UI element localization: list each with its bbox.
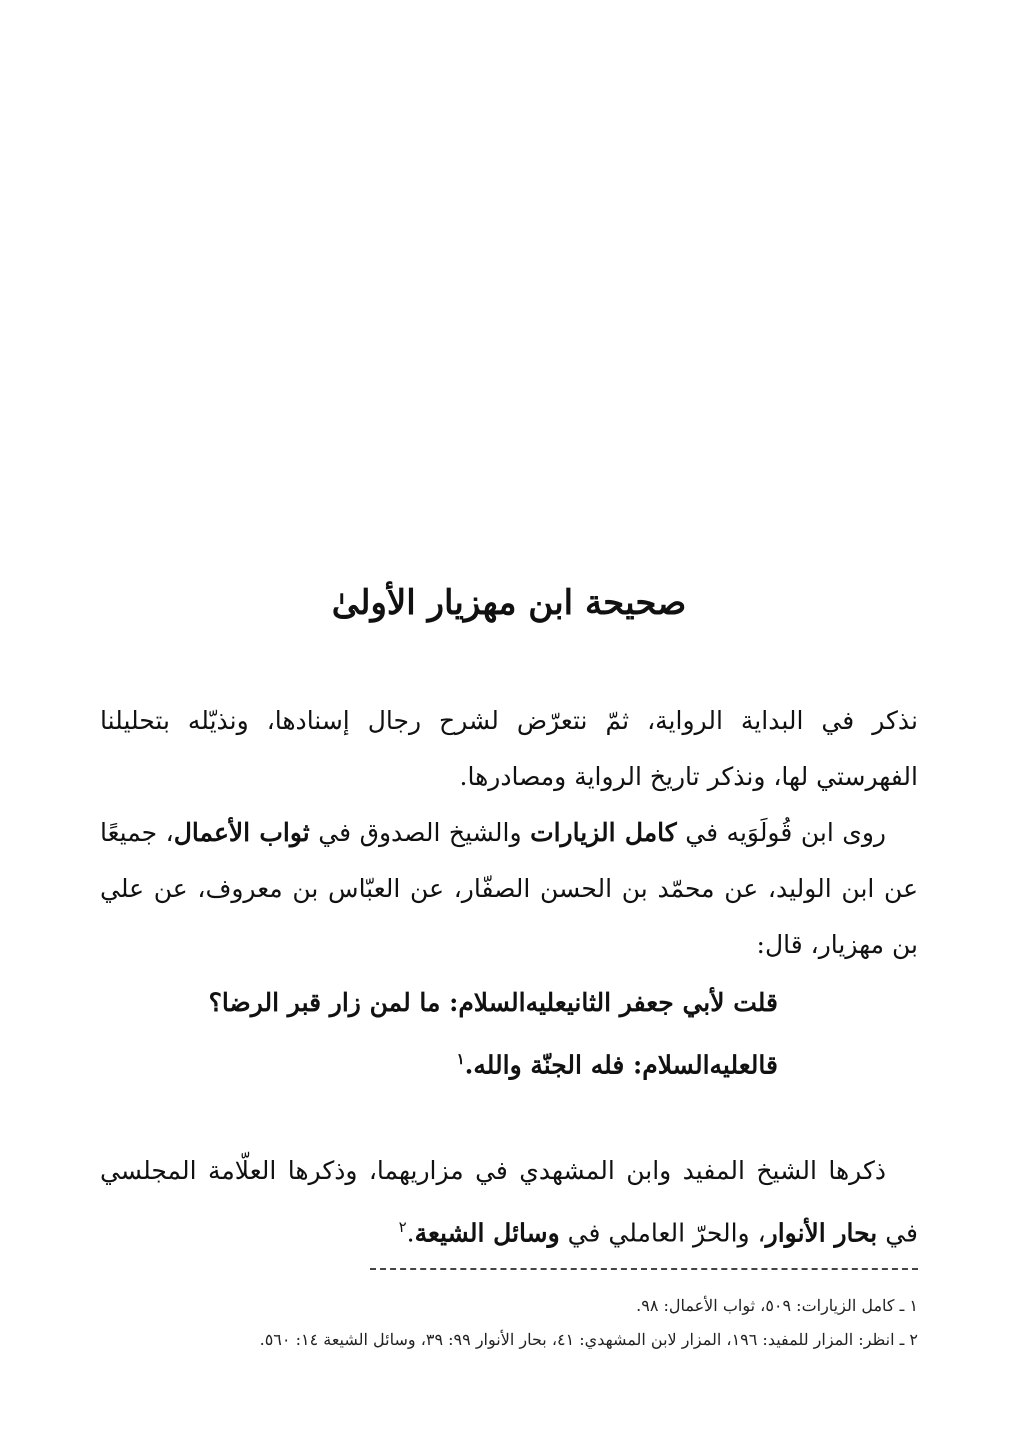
- footnote-ref-2: ٢: [398, 1218, 407, 1236]
- narration-text-2: والشيخ الصدوق في: [309, 818, 531, 847]
- narration-paragraph: [100, 805, 918, 973]
- quote-answer-text: قالعليه‌السلام: فله الجنّة والله.: [464, 1050, 778, 1080]
- sources-text-2: ، والحرّ العاملي في: [559, 1218, 766, 1248]
- footnote-ref-1: ١: [456, 1050, 465, 1068]
- quote-answer: [100, 1050, 778, 1079]
- footnote-2: ٢ ـ انظر: المزار للمفيد: ١٩٦، المزار لابن المشهدي: ٤١، بحار الأنوار ٩٩: ٣٩، وسائل الشيعة ١٤: ٥٦٠.: [259, 1330, 918, 1349]
- intro-paragraph: نذكر في البداية الرواية، ثمّ نتعرّض لشرح رجال إسنادها، ونذيّله بتحليلنا الفهرستي لها، ونذكر تاريخ الرواية ومصادرها.: [100, 706, 918, 791]
- sources-text-3: .: [406, 1218, 415, 1248]
- source-title-wasail: وسائل الشيعة: [414, 1218, 560, 1248]
- sources-paragraph: [100, 1143, 918, 1261]
- narration-text-3: ، جميعًا عن ابن الوليد، عن محمّد بن الحسن الصفّار، عن العبّاس بن معروف، عن علي بن مهزيار، قال:: [100, 818, 918, 959]
- source-title-kamil: كامل الزيارات: [530, 818, 677, 847]
- footnote-1: ١ ـ كامل الزيارات: ٥٠٩، ثواب الأعمال: ٩٨.: [636, 1296, 918, 1315]
- narration-text-1: روى ابن قُولَوَيه في: [676, 818, 886, 847]
- source-title-bihar: بحار الأنوار: [765, 1218, 878, 1248]
- sources-text-1: ذكرها الشيخ المفيد وابن المشهدي في مزاريهما، وذكرها العلّامة المجلسي في: [100, 1156, 918, 1248]
- page-title: صحيحة ابن مهزيار الأولىٰ: [331, 583, 687, 623]
- source-title-thawab: ثواب الأعمال: [173, 818, 310, 847]
- footnote-separator: [370, 1268, 918, 1270]
- quote-question: قلت لأبي جعفر الثانيعليه‌السلام: ما لمن زار قبر الرضا؟: [208, 988, 778, 1017]
